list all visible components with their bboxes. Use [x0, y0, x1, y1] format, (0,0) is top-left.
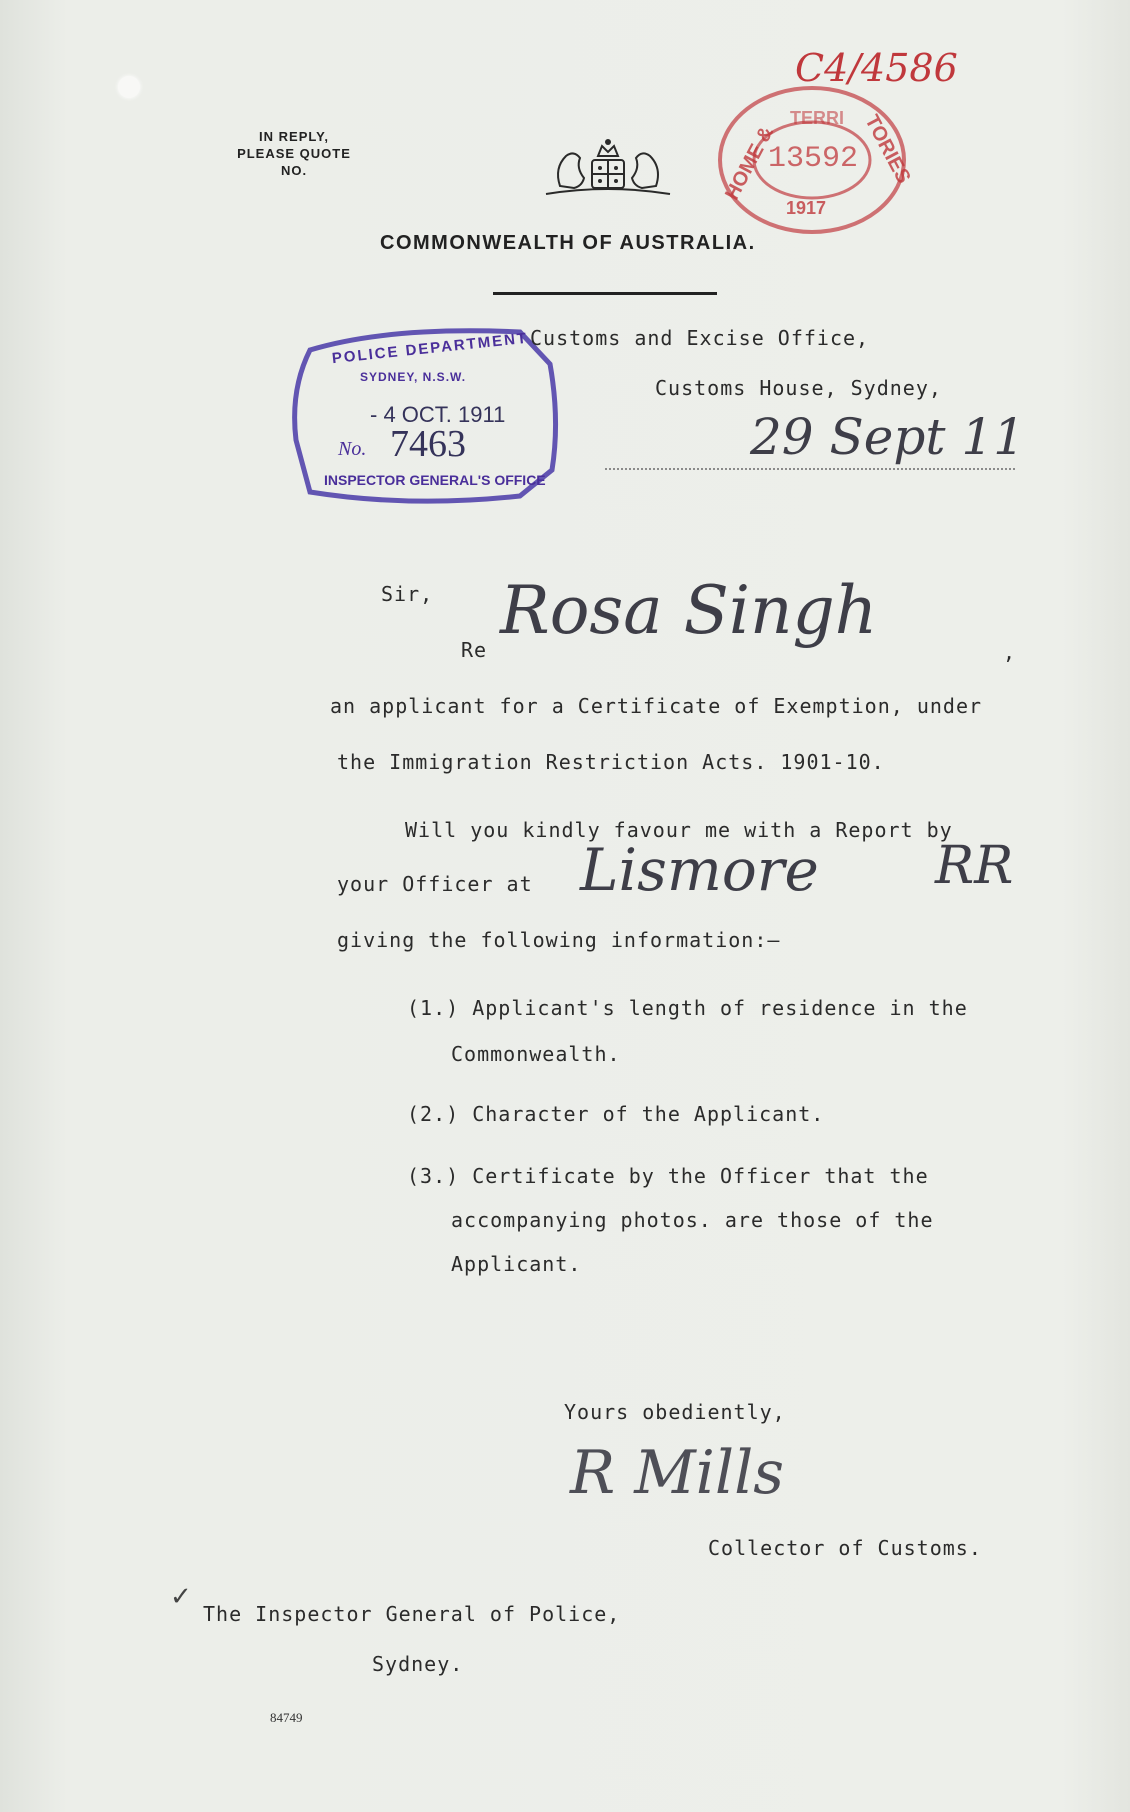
stamp-number: 13592	[768, 142, 859, 176]
coat-of-arms-icon	[540, 138, 676, 200]
received-stamp	[700, 46, 958, 235]
letter-date: 29 Sept 11	[750, 408, 1025, 466]
police-stamp-no-label: No.	[338, 438, 367, 460]
closing: Yours obediently,	[564, 1400, 786, 1424]
body-line-1: an applicant for a Certificate of Exemption, under	[330, 694, 983, 718]
item-3-line-3: Applicant.	[451, 1252, 582, 1276]
police-stamp-department: POLICE DEPARTMENT	[331, 329, 529, 368]
addressee-line-2: Sydney.	[372, 1652, 464, 1676]
body-line-2: the Immigration Restriction Acts. 1901-10.	[337, 750, 885, 774]
title-rule	[493, 292, 717, 295]
stamp-ring-text-left: HOME &	[721, 122, 779, 204]
police-stamp-date: - 4 OCT. 1911	[370, 402, 506, 427]
police-stamp	[290, 320, 560, 510]
reply-line-3: NO.	[280, 163, 308, 178]
reply-line-2: PLEASE QUOTE	[237, 146, 351, 161]
police-stamp-number: 7463	[390, 423, 466, 465]
page-title: COMMONWEALTH OF AUSTRALIA.	[380, 232, 756, 254]
body-line-3: Will you kindly favour me with a Report by	[405, 818, 953, 842]
file-reference: C4/4586	[795, 46, 958, 90]
applicant-name: Rosa Singh	[500, 572, 878, 649]
reply-line-1: IN REPLY,	[259, 129, 329, 144]
item-2-line-1: (2.) Character of the Applicant.	[407, 1102, 825, 1126]
date-dotted-line	[605, 468, 1015, 470]
office-line: Customs and Excise Office,	[530, 326, 870, 350]
signatory-title: Collector of Customs.	[708, 1536, 982, 1560]
house-line: Customs House, Sydney,	[655, 376, 942, 400]
police-stamp-location: SYDNEY, N.S.W.	[360, 370, 467, 384]
re-label: Re	[461, 638, 488, 662]
signature: R Mills	[570, 1438, 785, 1508]
body-line-4: your Officer at	[337, 872, 533, 896]
name-comma: ,	[1003, 640, 1017, 664]
addressee-line-1: The Inspector General of Police,	[203, 1602, 621, 1626]
item-1-line-2: Commonwealth.	[451, 1042, 621, 1066]
location-initials: RR	[935, 836, 1014, 896]
stamp-year: 1917	[786, 198, 827, 218]
item-3-line-1: (3.) Certificate by the Officer that the	[407, 1164, 929, 1188]
item-3-line-2: accompanying photos. are those of the	[451, 1208, 934, 1232]
police-stamp-office: INSPECTOR GENERAL'S OFFICE	[324, 472, 546, 488]
body-line-5: giving the following information:—	[337, 928, 781, 952]
paper-blemish	[118, 76, 140, 98]
item-1-line-1: (1.) Applicant's length of residence in the	[407, 996, 968, 1020]
check-mark-icon: ✓	[170, 1582, 192, 1611]
officer-location: Lismore	[580, 836, 819, 904]
form-number: 84749	[270, 1710, 303, 1725]
salutation: Sir,	[381, 582, 434, 606]
stamp-ring-text-right: TORIES	[860, 111, 915, 188]
stamp-ring-text-top: TERRI	[790, 108, 844, 128]
reply-note	[220, 128, 368, 179]
